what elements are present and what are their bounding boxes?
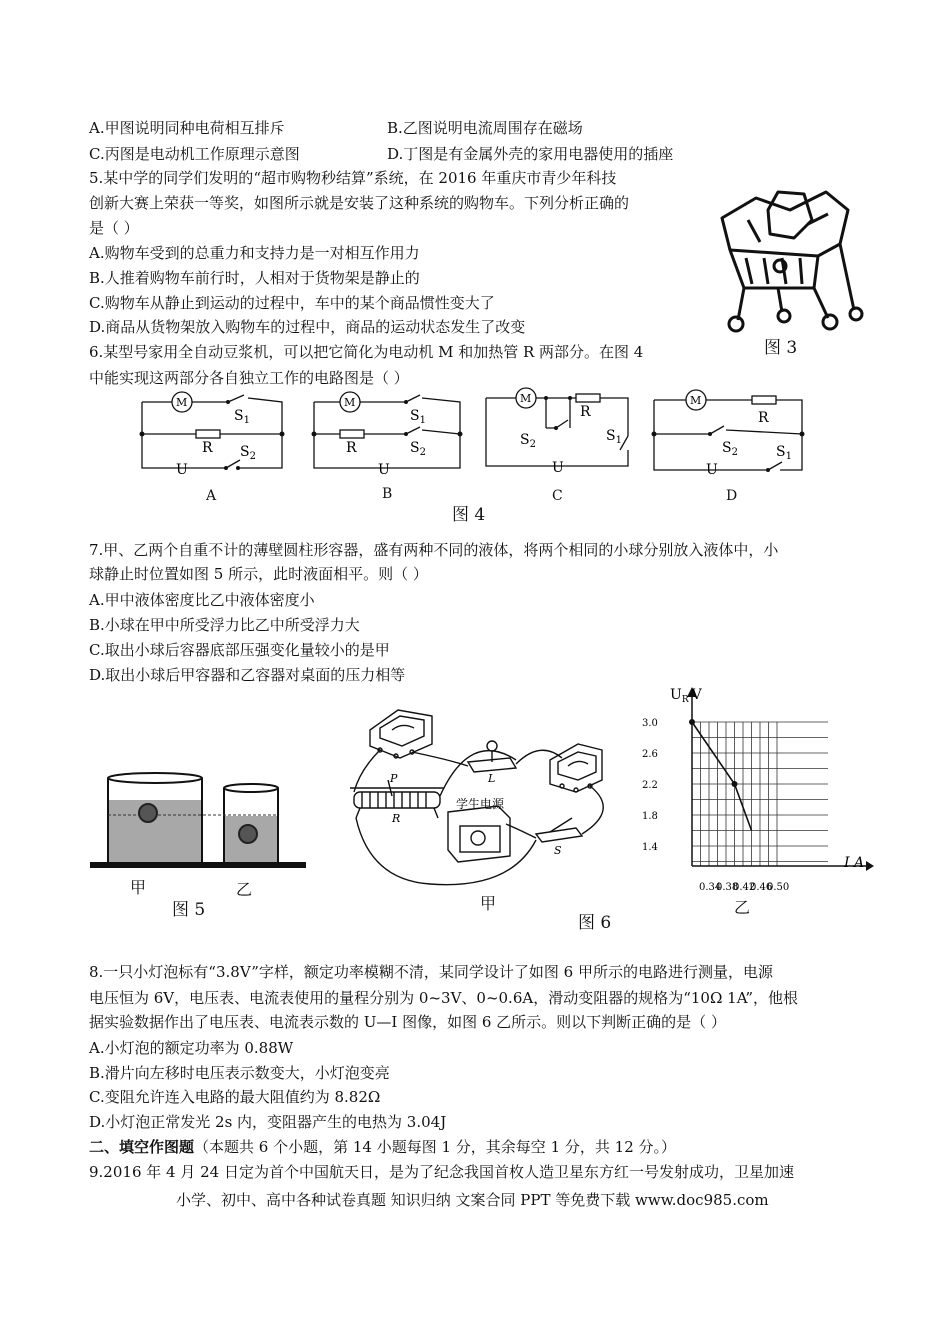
svg-text:M: M bbox=[344, 396, 356, 409]
q9-stem-line1: 9.2016 年 4 月 24 日定为首个中国航天日，是为了纪念我国首枚人造卫星东方红一号发射成功，卫星加速 bbox=[89, 1163, 794, 1181]
q6-stem-line2: 中能实现这两部分各自独立工作的电路图是（ ） bbox=[89, 369, 409, 387]
page-footer: 小学、初中、高中各种试卷真题 知识归纳 文案合同 PPT 等免费下载 www.doc985.com bbox=[176, 1191, 769, 1209]
ui-chart bbox=[630, 685, 880, 895]
q8-option-c: C.变阻允许连入电路的最大阻值约为 8.82Ω bbox=[89, 1088, 381, 1106]
circuit-option-d: D bbox=[726, 488, 738, 504]
x-axis-label: I A bbox=[844, 855, 865, 871]
figure5-yi-label: 乙 bbox=[236, 880, 253, 899]
chart-grid bbox=[692, 722, 828, 866]
svg-text:R: R bbox=[758, 410, 769, 426]
svg-text:U: U bbox=[706, 462, 718, 478]
figure5-caption: 图 5 bbox=[172, 900, 206, 920]
x-tick-label: 0.38 bbox=[716, 882, 739, 893]
circuit-diagram-b bbox=[310, 390, 465, 478]
figure6-jia-label: 甲 bbox=[480, 894, 497, 913]
q7-stem-line2: 球静止时位置如图 5 所示，此时液面相平。则（ ） bbox=[89, 565, 428, 583]
circuit-diagram-c bbox=[482, 388, 637, 476]
section2-title: 二、填空作图题 bbox=[89, 1138, 195, 1156]
q7-option-a: A.甲中液体密度比乙中液体密度小 bbox=[89, 591, 315, 609]
q4-option-d: D.丁图是有金属外壳的家用电器使用的插座 bbox=[387, 145, 674, 163]
svg-text:M: M bbox=[690, 394, 702, 407]
svg-text:S1: $S_1$ bbox=[410, 408, 426, 426]
circuit-diagram-a bbox=[138, 390, 288, 478]
svg-text:U: U bbox=[552, 460, 564, 476]
q8-stem-line1: 8.一只小灯泡标有“3.8V”字样，额定功率模糊不清，某同学设计了如图 6 甲所示的电路进行测量，电源 bbox=[89, 963, 773, 981]
series-line bbox=[692, 722, 752, 831]
motor-label: M bbox=[176, 396, 188, 409]
q5-option-b: B.人推着购物车前行时，人相对于货物架是静止的 bbox=[89, 269, 420, 287]
q7-option-d: D.取出小球后甲容器和乙容器对桌面的压力相等 bbox=[89, 666, 406, 684]
svg-text:P: P bbox=[390, 772, 398, 785]
svg-text:S2: $S_2$ bbox=[410, 440, 426, 458]
chart-series bbox=[689, 719, 752, 831]
figure6-yi-label: 乙 bbox=[734, 898, 751, 917]
q4-option-a: A.甲图说明同种电荷相互排斥 bbox=[89, 119, 285, 137]
section2-heading bbox=[89, 1137, 676, 1157]
q6-stem-line1: 6.某型号家用全自动豆浆机，可以把它简化为电动机 M 和加热管 R 两部分。在图 4 bbox=[89, 343, 644, 361]
svg-text:S1: $S_1$ bbox=[606, 428, 622, 446]
svg-text:M: M bbox=[520, 392, 532, 405]
q8-option-d: D.小灯泡正常发光 2s 内，变阻器产生的电热为 3.04J bbox=[89, 1113, 447, 1131]
y-tick-label: 3.0 bbox=[642, 718, 658, 729]
svg-text:S1: $S_1$ bbox=[776, 444, 792, 462]
circuit-option-c: C bbox=[552, 488, 563, 504]
y-tick-label: 2.6 bbox=[642, 749, 658, 760]
q7-stem-line1: 7.甲、乙两个自重不计的薄壁圆柱形容器，盛有两种不同的液体，将两个相同的小球分别放入液体中，小 bbox=[89, 541, 779, 559]
q5-stem-line3: 是（ ） bbox=[89, 219, 139, 237]
q8-option-b: B.滑片向左移时电压表示数变大，小灯泡变亮 bbox=[89, 1064, 390, 1082]
svg-text:R: R bbox=[346, 440, 357, 456]
shopping-cart-figure bbox=[708, 180, 868, 340]
data-point bbox=[732, 781, 738, 787]
x-tick-label: 0.50 bbox=[767, 882, 790, 893]
svg-text:S2: $S_2$ bbox=[520, 432, 536, 450]
svg-text:R: R bbox=[202, 440, 213, 456]
figure3-caption: 图 3 bbox=[764, 338, 798, 358]
svg-text:S2: $S_2$ bbox=[240, 444, 256, 462]
y-tick-label: 1.8 bbox=[642, 811, 658, 822]
y-tick-label: 1.4 bbox=[642, 842, 658, 853]
q5-stem-line2: 创新大赛上荣获一等奖，如图所示就是安装了这种系统的购物车。下列分析正确的 bbox=[89, 194, 630, 212]
circuit-diagram-d bbox=[650, 392, 810, 477]
x-tick-label: 0.34 bbox=[699, 882, 722, 893]
q4-option-b: B.乙图说明电流周围存在磁场 bbox=[387, 119, 583, 137]
q4-option-c: C.丙图是电动机工作原理示意图 bbox=[89, 145, 300, 163]
circuit-figure6-jia bbox=[340, 700, 630, 900]
figure5-jia-label: 甲 bbox=[130, 878, 147, 897]
chart-axes bbox=[687, 687, 874, 871]
q5-option-a: A.购物车受到的总重力和支持力是一对相互作用力 bbox=[89, 244, 420, 262]
svg-text:学生电源: 学生电源 bbox=[456, 797, 505, 811]
q8-stem-line3: 据实验数据作出了电压表、电流表示数的 U—I 图像，如图 6 乙所示。则以下判断正确的是（ ） bbox=[89, 1013, 726, 1031]
svg-text:R: R bbox=[392, 812, 401, 825]
data-point bbox=[689, 719, 695, 725]
svg-text:S: S bbox=[554, 844, 562, 857]
figure6-caption: 图 6 bbox=[578, 913, 612, 933]
svg-text:R: R bbox=[580, 404, 591, 420]
q5-option-c: C.购物车从静止到运动的过程中，车中的某个商品惯性变大了 bbox=[89, 294, 495, 312]
q7-option-c: C.取出小球后容器底部压强变化量较小的是甲 bbox=[89, 641, 390, 659]
svg-text:L: L bbox=[488, 772, 496, 785]
svg-text:U: U bbox=[176, 462, 188, 478]
svg-text:S2: $S_2$ bbox=[722, 440, 738, 458]
x-tick-label: 0.46 bbox=[750, 882, 773, 893]
section2-note: （本题共 6 个小题，第 14 小题每图 1 分，其余每空 1 分，共 12 分。） bbox=[194, 1138, 677, 1156]
containers-figure5 bbox=[90, 770, 310, 870]
y-axis-label: $U_R$ V bbox=[670, 687, 702, 705]
q8-stem-line2: 电压恒为 6V，电压表、电流表使用的量程分别为 0~3V、0~0.6A，滑动变阻器的规格为“10Ω 1A”，他根 bbox=[89, 989, 799, 1007]
q5-option-d: D.商品从货物架放入购物车的过程中，商品的运动状态发生了改变 bbox=[89, 318, 526, 336]
circuit-option-b: B bbox=[382, 486, 393, 502]
q7-option-b: B.小球在甲中所受浮力比乙中所受浮力大 bbox=[89, 616, 360, 634]
figure4-caption: 图 4 bbox=[452, 505, 486, 525]
q5-stem-line1: 5.某中学的同学们发明的“超市购物秒结算”系统，在 2016 年重庆市青少年科技 bbox=[89, 169, 617, 187]
x-axis-arrow bbox=[866, 861, 874, 871]
svg-text:S1: $S_1$ bbox=[234, 408, 250, 426]
circuit-option-a: A bbox=[206, 488, 217, 504]
x-tick-label: 0.42 bbox=[733, 882, 756, 893]
q8-option-a: A.小灯泡的额定功率为 0.88W bbox=[89, 1039, 294, 1057]
svg-text:U: U bbox=[378, 462, 390, 478]
y-tick-label: 2.2 bbox=[642, 780, 658, 791]
